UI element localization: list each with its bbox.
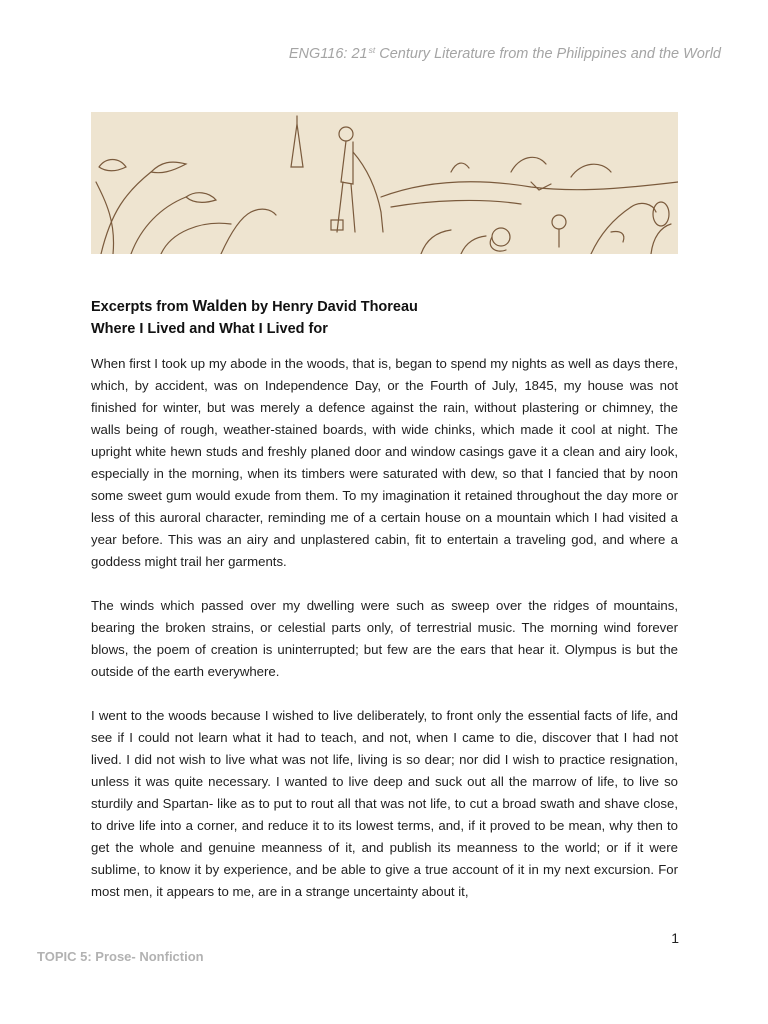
- excerpt-work-title: Walden: [192, 298, 248, 315]
- course-title-suffix: Century Literature from the Philippines and the World: [375, 46, 721, 62]
- paragraph-3: I went to the woods because I wished to live deliberately, to front only the essential facts of life, and see if I could not learn what it had to teach, and not, when I came to die, discover that I had not lived. I did not wish to live what was not life, living is so dear; nor did I wish to practice resignation, unless it was quite necessary. I wanted to live deep and suck out all the marrow of life, to live so sturdily and Spartan- like as to put to rout all that was not life, to cut a broad swath and shave close, to drive life into a corner, and reduce it to its lowest terms, and, if it proved to be mean, why then to get the whole and genuine meanness of it, and publish its meanness to the world; or if it were sublime, to know it by experience, and be able to give a true account of it in my next excursion. For most men, it appears to me, are in a strange uncertainty about it,: [91, 708, 678, 899]
- course-header: [289, 45, 721, 62]
- document-titles: [91, 296, 678, 340]
- excerpt-author: by Henry David Thoreau: [247, 299, 418, 315]
- paragraph-1: When first I took up my abode in the woods, that is, began to spend my nights as well as days there, which, by accident, was on Independence Day, or the Fourth of July, 1845, my house was not finished for winter, but was merely a defence against the rain, without plastering or chimney, the walls being of rough, weather-stained boards, with wide chinks, which made it cool at night. The upright white hewn studs and freshly planed door and window casings gave it a clean and airy look, especially in the morning, when its timbers were saturated with dew, so that I fancied that by noon some sweet gum would exude from them. To my imagination it retained throughout the day more or less of this auroral character, reminding me of a certain house on a mountain which I had visited a year before. This was an airy and unplastered cabin, fit to entertain a traveling god, and where a goddess might trail her garments.: [91, 356, 678, 569]
- page-number: 1: [671, 930, 679, 946]
- excerpt-body: [91, 353, 678, 925]
- paragraph-2: The winds which passed over my dwelling were such as sweep over the ridges of mountains, bearing the broken strains, or celestial parts only, of terrestrial music. The morning wind forever blows, the poem of creation is uninterrupted; but few are the ears that hear it. Olympus is but the outside of the earth everywhere.: [91, 598, 678, 679]
- sepia-sketch-illustration: [91, 112, 678, 254]
- course-title-prefix: ENG116: 21: [288, 46, 368, 62]
- excerpt-title-prefix: Excerpts from: [91, 299, 193, 315]
- chapter-title: Where I Lived and What I Lived for: [91, 321, 328, 337]
- topic-footer: TOPIC 5: Prose- Nonfiction: [37, 949, 204, 964]
- excerpt-title: [91, 296, 678, 318]
- course-title-superscript: st: [368, 45, 376, 55]
- sketch-drawing: [91, 112, 678, 254]
